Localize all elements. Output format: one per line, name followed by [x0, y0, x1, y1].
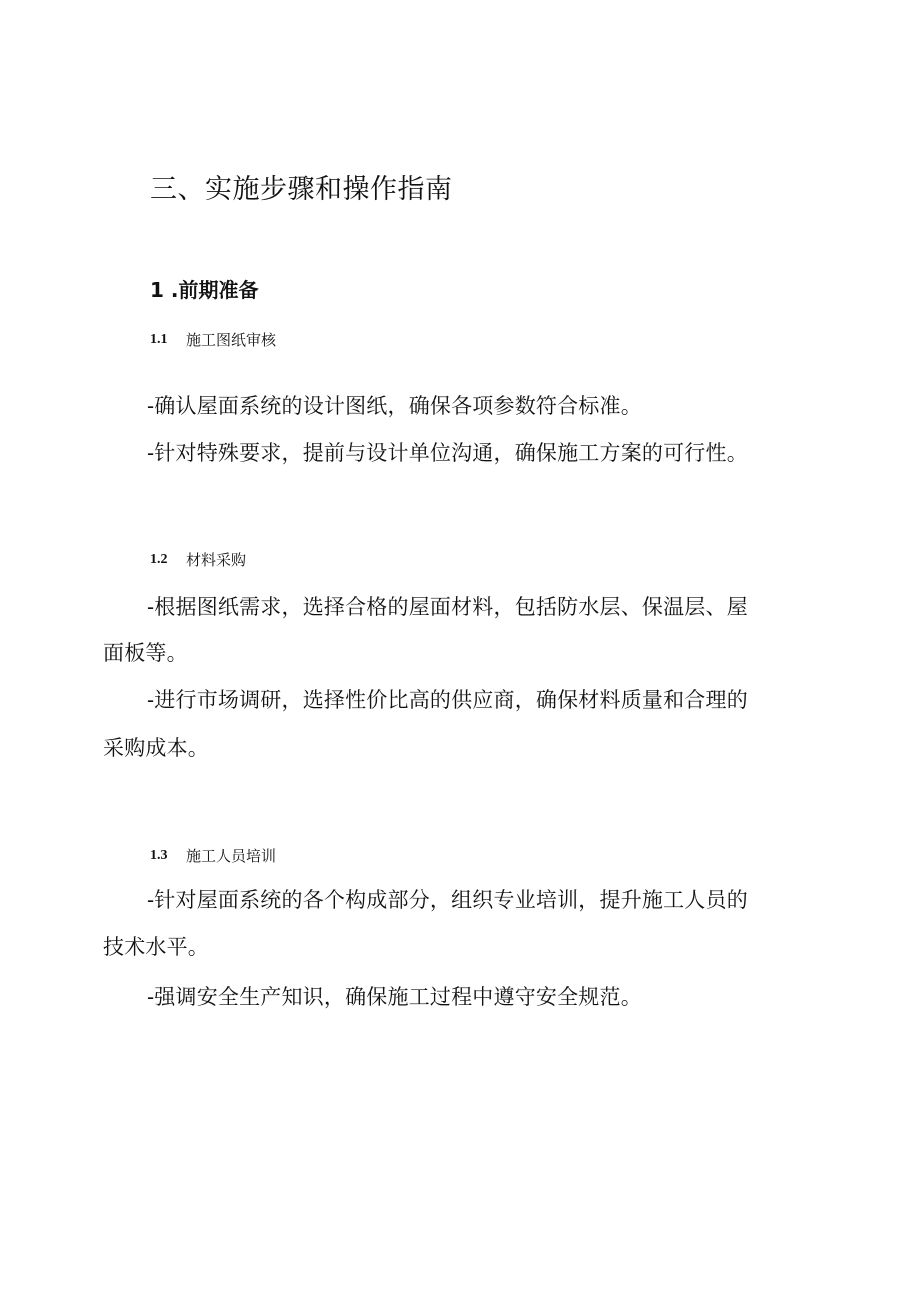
paragraph-line: 面板等。: [103, 641, 188, 665]
paragraph-line: 技术水平。: [103, 935, 209, 959]
paragraph-line: 采购成本。: [103, 736, 209, 760]
paragraph-line: -针对屋面系统的各个构成部分，组织专业培训，提升施工人员的: [147, 888, 748, 912]
paragraph-line: -根据图纸需求，选择合格的屋面材料，包括防水层、保温层、屋: [147, 595, 748, 619]
paragraph-line: -进行市场调研，选择性价比高的供应商，确保材料质量和合理的: [147, 688, 748, 712]
paragraph-line: -强调安全生产知识，确保施工过程中遵守安全规范。: [147, 985, 642, 1009]
subsection-title: 施工图纸审核: [186, 331, 277, 349]
subsection-number: 1.1: [150, 332, 168, 347]
subsection-heading-1-2: [150, 550, 246, 570]
paragraph-line: -针对特殊要求，提前与设计单位沟通，确保施工方案的可行性。: [147, 441, 748, 465]
subsection-number: 1.3: [150, 848, 168, 863]
subsection-heading-1-3: [150, 846, 276, 866]
subsection-number: 1.2: [150, 552, 168, 567]
chapter-title: 三、实施步骤和操作指南: [150, 174, 453, 205]
subsection-heading-1-1: [150, 330, 276, 350]
paragraph-line: -确认屋面系统的设计图纸，确保各项参数符合标准。: [147, 394, 642, 418]
subsection-title: 材料采购: [186, 551, 247, 569]
section-heading: 1 .前期准备: [150, 278, 259, 302]
subsection-title: 施工人员培训: [186, 847, 277, 865]
